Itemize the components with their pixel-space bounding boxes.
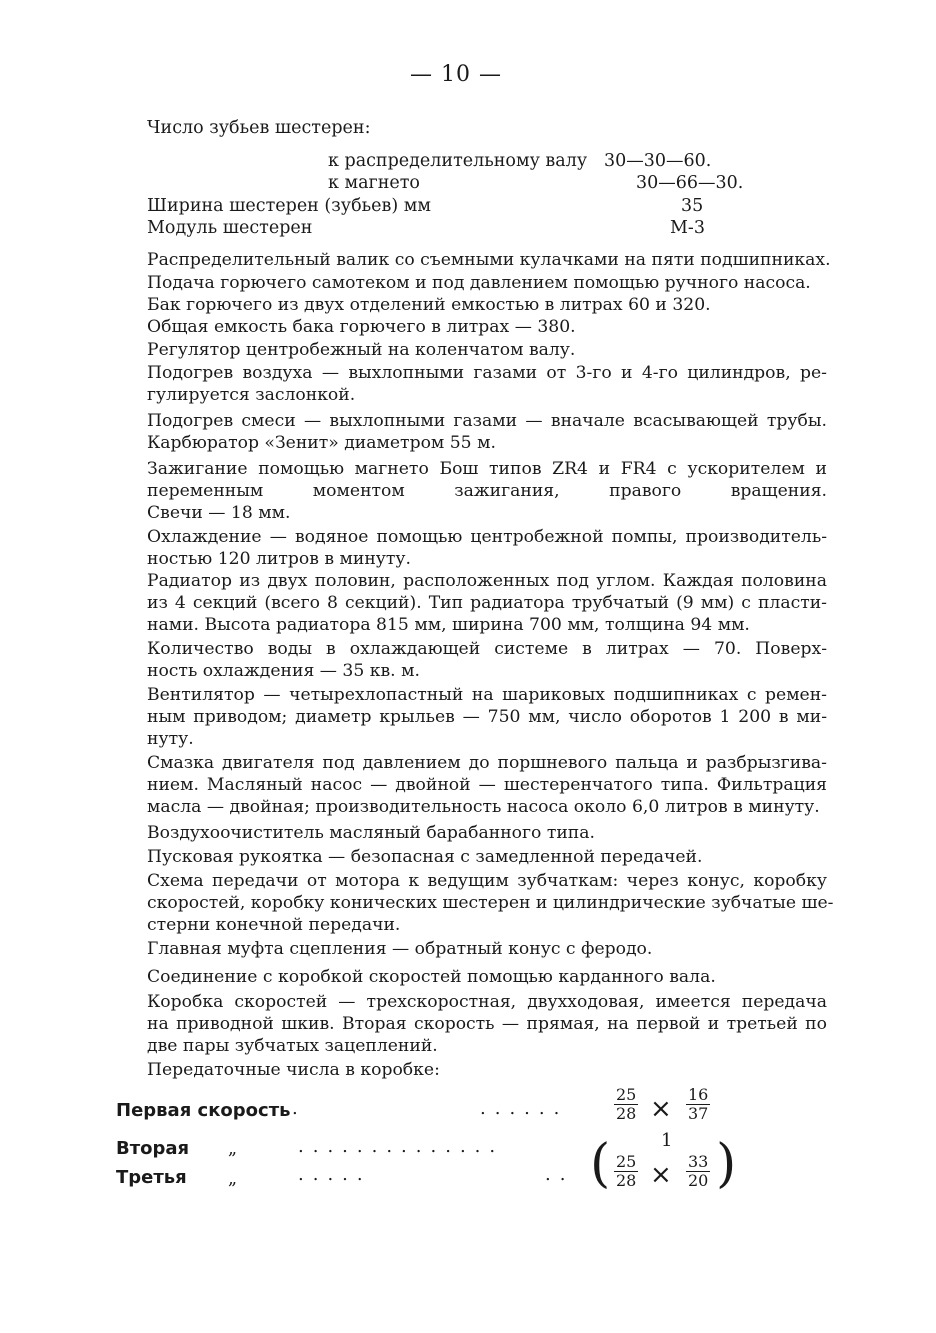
paragraph — [147, 526, 827, 570]
paragraph — [147, 822, 827, 844]
paragraph — [147, 458, 827, 525]
leader-dots: .. — [545, 1164, 575, 1185]
text-line: скоростей, коробку конических шестерен и цилиндрические зубчатые ше- — [147, 893, 834, 914]
page-number: — 10 — — [410, 62, 502, 87]
paragraph — [147, 1059, 827, 1081]
times-sign: × — [650, 1160, 672, 1190]
text-line: стерни конечной передачи. — [147, 915, 401, 936]
text-line: Распределительный валик со съемными кулачками на пяти подшипниках. — [147, 250, 831, 270]
paragraph — [147, 752, 827, 819]
paragraph — [147, 966, 827, 988]
paragraph — [147, 684, 827, 751]
text-line: Общая емкость бака горючего в литрах — 380. — [147, 317, 576, 337]
paragraph — [147, 316, 827, 338]
paragraph — [147, 410, 827, 454]
text-line: нуту. — [147, 729, 194, 750]
text-line: на приводной шкив. Вторая скорость — прямая, на первой и третьей по — [147, 1014, 827, 1035]
text-line: Подогрев воздуха — выхлопными газами от 3-го и 4-го цилиндров, ре- — [147, 363, 827, 383]
leader-dots: .............. — [298, 1136, 505, 1157]
ditto-mark: „ — [228, 1139, 238, 1159]
text-line: Зажигание помощью магнето Бош типов ZR4 и FR4 с ускорителем и — [147, 459, 827, 479]
text-line: Воздухоочиститель масляный барабанного типа. — [147, 823, 595, 843]
text-line: Свечи — 18 мм. — [147, 503, 291, 524]
paragraph — [147, 249, 831, 271]
paragraph — [147, 272, 827, 294]
text-line: ным приводом; диаметр крыльев — 750 мм, число оборотов 1 200 в ми- — [147, 707, 827, 728]
paragraph — [147, 846, 827, 868]
gear-third-ratio-1 — [614, 1153, 638, 1190]
teeth-label-magneto: к магнето — [328, 173, 420, 193]
text-line: Схема передачи от мотора к ведущим зубчаткам: через конус, коробку — [147, 871, 827, 891]
text-line: Пусковая рукоятка — безопасная с замедленной передачей. — [147, 847, 703, 867]
paragraph — [147, 638, 827, 682]
leader-dots: . — [292, 1098, 307, 1119]
teeth-value-magneto: 30—66—30. — [636, 173, 744, 193]
text-line: две пары зубчатых зацеплений. — [147, 1036, 438, 1057]
paragraph — [147, 362, 827, 406]
text-line: Подача горючего самотеком и под давлением помощью ручного насоса. — [147, 273, 811, 293]
text-line: ностью 120 литров в минуту. — [147, 549, 411, 570]
close-parenthesis: ) — [716, 1134, 737, 1194]
paragraph — [147, 938, 827, 960]
numerator: 16 — [688, 1085, 709, 1104]
paragraph — [147, 870, 834, 937]
spec-label-module: Модуль шестерен — [147, 218, 313, 238]
numerator: 25 — [616, 1085, 637, 1104]
paragraph — [147, 294, 827, 316]
text-line: Радиатор из двух половин, расположенных под углом. Каждая половина — [147, 571, 827, 591]
gear-second-label: Вторая — [116, 1138, 190, 1159]
text-line: Смазка двигателя под давлением до поршневого пальца и разбрызгива- — [147, 753, 827, 773]
numerator: 33 — [688, 1152, 709, 1171]
text-line: нием. Масляный насос — двойной — шестеренчатого типа. Фильтрация — [147, 775, 827, 796]
leader-dots: ...... — [480, 1098, 569, 1119]
text-line: Вентилятор — четырехлопастный на шариковых подшипниках с ремен- — [147, 685, 827, 705]
denominator: 20 — [688, 1171, 709, 1190]
denominator: 37 — [688, 1104, 709, 1123]
text-line: ность охлаждения — 35 кв. м. — [147, 661, 420, 682]
gear-second-value: 1 — [661, 1130, 673, 1151]
text-line: Главная муфта сцепления — обратный конус с феродо. — [147, 939, 653, 959]
text-line: Регулятор центробежный на коленчатом валу. — [147, 340, 576, 360]
teeth-value-camshaft: 30—30—60. — [604, 151, 712, 171]
open-parenthesis: ( — [590, 1134, 611, 1194]
times-sign: × — [650, 1094, 672, 1124]
text-line: из 4 секций (всего 8 секций). Тип радиатора трубчатый (9 мм) с пласти- — [147, 593, 827, 614]
text-line: Карбюратор «Зенит» диаметром 55 м. — [147, 433, 496, 454]
text-line: переменным моментом зажигания, правого вращения. — [147, 481, 827, 502]
text-line: Передаточные числа в коробке: — [147, 1060, 440, 1080]
leader-dots: ..... — [298, 1164, 372, 1185]
spec-value-module: М-3 — [670, 218, 705, 238]
text-line: масла — двойная; производительность насоса около 6,0 литров в минуту. — [147, 797, 820, 818]
gear-first-ratio-2 — [686, 1086, 710, 1123]
paragraph — [147, 339, 827, 361]
text-line: гулируется заслонкой. — [147, 385, 356, 406]
spec-label-width: Ширина шестерен (зубьев) мм — [147, 196, 431, 216]
text-line: Подогрев смеси — выхлопными газами — вначале всасывающей трубы. — [147, 411, 827, 431]
ditto-mark: „ — [228, 1169, 238, 1189]
teeth-label-camshaft: к распределительному валу — [328, 151, 588, 171]
paragraph — [147, 570, 827, 637]
text-line: Бак горючего из двух отделений емкостью в литрах 60 и 320. — [147, 295, 711, 315]
text-line: Охлаждение — водяное помощью центробежной помпы, производитель- — [147, 527, 827, 547]
teeth-heading: Число зубьев шестерен: — [147, 118, 371, 138]
gear-first-ratio-1 — [614, 1086, 638, 1123]
text-line: Коробка скоростей — трехскоростная, двухходовая, имеется передача — [147, 992, 827, 1012]
denominator: 28 — [616, 1171, 637, 1190]
denominator: 28 — [616, 1104, 637, 1123]
text-line: Соединение с коробкой скоростей помощью карданного вала. — [147, 967, 716, 987]
text-line: нами. Высота радиатора 815 мм, ширина 700 мм, толщина 94 мм. — [147, 615, 750, 636]
spec-value-width: 35 — [681, 196, 704, 216]
paragraph — [147, 991, 827, 1058]
gear-third-ratio-2 — [686, 1153, 710, 1190]
text-line: Количество воды в охлаждающей системе в литрах — 70. Поверх- — [147, 639, 827, 659]
numerator: 25 — [616, 1152, 637, 1171]
gear-third-label: Третья — [116, 1167, 187, 1188]
gear-first-label: Первая скорость — [116, 1100, 291, 1121]
